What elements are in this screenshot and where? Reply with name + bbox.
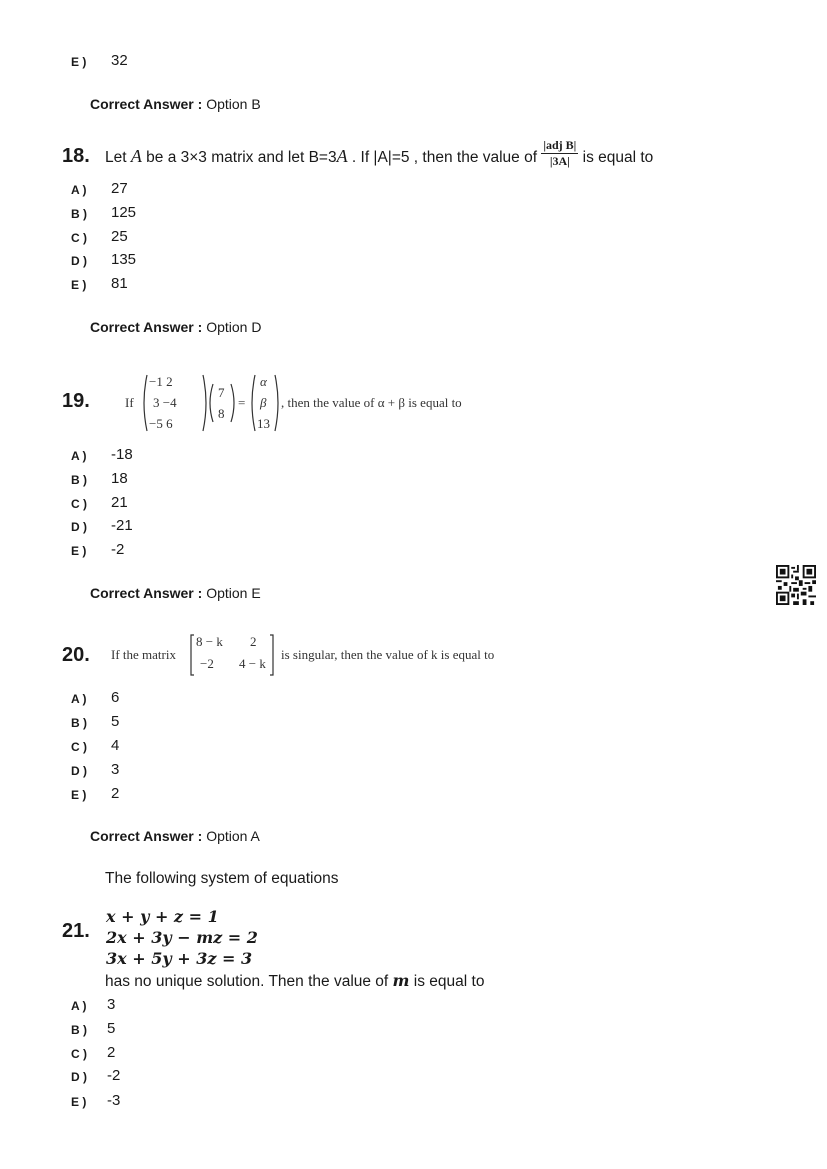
q18-text-part: is equal to [578, 149, 654, 166]
q19-tail-text: , then the value of α + β is equal to [281, 395, 462, 410]
q20-matrix-entry: 4 − k [239, 656, 266, 671]
option-value: 2 [107, 1044, 116, 1061]
option-value: 3 [107, 996, 116, 1013]
q21-var-m: m [392, 971, 410, 990]
correct-answer-label: Correct Answer : [90, 585, 203, 601]
correct-answer-label: Correct Answer : [90, 319, 203, 335]
option-value: 4 [111, 737, 120, 754]
correct-answer-value: Option A [206, 828, 260, 844]
option-label: C ) [71, 497, 87, 511]
q18-fraction-denominator: |3A| [549, 154, 570, 169]
q19-if: If [125, 395, 134, 410]
correct-answer [90, 828, 260, 844]
q18-text-part: . If |A|=5 , then the value of [347, 149, 542, 166]
option-label: E ) [71, 278, 87, 292]
question-number-19: 19. [62, 390, 90, 412]
option-label: E ) [71, 55, 87, 69]
option-label: D ) [71, 1070, 87, 1084]
q20-matrix-entry: 8 − k [196, 634, 223, 649]
q21-equations [106, 906, 258, 969]
option-value: 135 [111, 251, 137, 268]
option-label: D ) [71, 520, 87, 534]
correct-answer-label: Correct Answer : [90, 96, 203, 112]
option-value: 3 [111, 761, 120, 778]
correct-answer-value: Option B [206, 96, 261, 112]
q19-matrix-row: −5 6 [149, 416, 173, 431]
q21-tail-text [105, 971, 484, 991]
correct-answer-value: Option D [206, 319, 262, 335]
q18-fraction-numerator: |adj B| [543, 138, 577, 153]
option-label: E ) [71, 788, 87, 802]
option-value: 81 [111, 275, 128, 292]
q20-tail-text: is singular, then the value of k is equal to [281, 647, 495, 662]
option-label: A ) [71, 999, 87, 1013]
q20-matrix-entry: 2 [250, 634, 257, 649]
option-label: B ) [71, 473, 87, 487]
q19-equals: = [238, 395, 246, 410]
q20-head-text: If the matrix [111, 647, 176, 662]
qr-code-icon [776, 565, 816, 605]
option-value: 25 [111, 228, 128, 245]
q20-matrix-image [111, 632, 541, 678]
q19-vector-entry: β [260, 395, 267, 410]
question-number-20: 20. [62, 644, 90, 666]
option-value: -18 [111, 446, 133, 463]
option-value: 5 [107, 1020, 116, 1037]
option-label: E ) [71, 544, 87, 558]
q21-tail-part: has no unique solution. Then the value of [105, 973, 393, 990]
correct-answer [90, 585, 261, 601]
question-number-21: 21. [62, 920, 90, 942]
q21-equation: x + y + z = 1 [106, 907, 219, 926]
q18-text-part: Let [105, 149, 131, 166]
q19-matrix-row: −1 2 [149, 374, 173, 389]
q21-intro-text: The following system of equations [105, 870, 339, 887]
q18-var-a: A [336, 146, 348, 166]
option-value: -21 [111, 517, 133, 534]
question-text-18 [105, 138, 654, 169]
option-label: D ) [71, 764, 87, 778]
q19-vector-entry: α [260, 374, 267, 389]
q19-vector-entry: 8 [218, 406, 225, 421]
correct-answer [90, 319, 261, 335]
q21-equation: 3x + 5y + 3z = 3 [106, 949, 253, 968]
question-number-18: 18. [62, 145, 90, 167]
option-value: 21 [111, 494, 128, 511]
q19-vector-entry: 7 [218, 385, 225, 400]
option-label: B ) [71, 716, 87, 730]
option-label: C ) [71, 231, 87, 245]
q19-matrix-image [125, 370, 485, 436]
option-value: 18 [111, 470, 128, 487]
q21-tail-part: is equal to [409, 973, 485, 990]
option-value: 2 [111, 785, 120, 802]
option-value: 125 [111, 204, 137, 221]
correct-answer [90, 96, 261, 112]
q18-var-a: A [130, 146, 142, 166]
option-value: 32 [111, 52, 128, 69]
option-value: -2 [111, 541, 125, 558]
option-value: 6 [111, 689, 120, 706]
correct-answer-value: Option E [206, 585, 261, 601]
q19-vector-entry: 13 [257, 416, 270, 431]
q18-text-part: be a 3×3 matrix and let B=3 [141, 149, 337, 166]
option-value: -3 [107, 1092, 121, 1109]
option-label: B ) [71, 1023, 87, 1037]
option-label: C ) [71, 1047, 87, 1061]
q19-matrix-row: 3 −4 [153, 395, 177, 410]
option-label: A ) [71, 183, 87, 197]
option-value: 27 [111, 180, 128, 197]
q20-matrix-entry: −2 [200, 656, 214, 671]
correct-answer-label: Correct Answer : [90, 828, 203, 844]
option-label: D ) [71, 254, 87, 268]
option-label: C ) [71, 740, 87, 754]
option-label: E ) [71, 1095, 87, 1109]
option-value: -2 [107, 1067, 121, 1084]
option-label: B ) [71, 207, 87, 221]
option-value: 5 [111, 713, 120, 730]
q21-equation: 2x + 3y − mz = 2 [106, 928, 258, 947]
option-label: A ) [71, 692, 87, 706]
option-label: A ) [71, 449, 87, 463]
q18-fraction [541, 138, 578, 169]
